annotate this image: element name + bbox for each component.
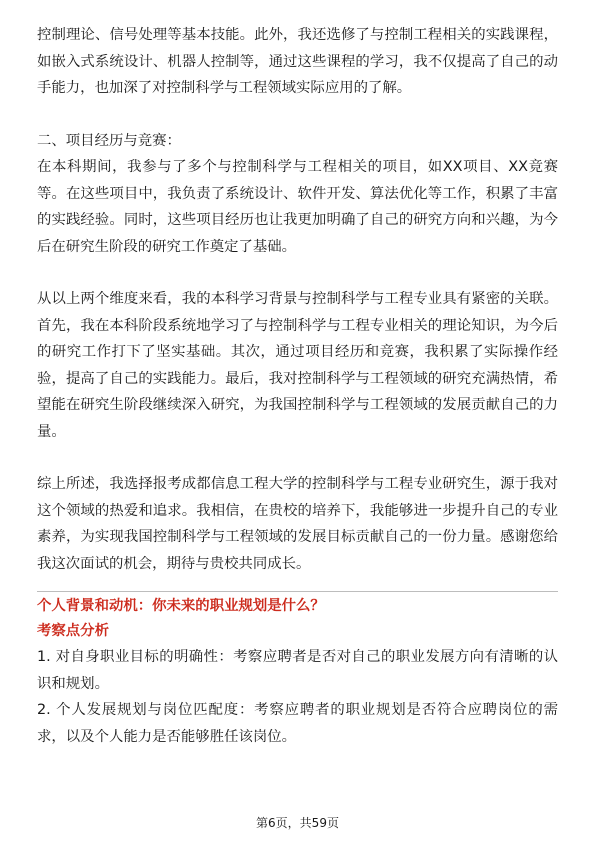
paragraph-projects: 在本科期间，我参与了多个与控制科学与工程相关的项目，如XX项目、XX竞赛等。在这些项目中，我负责了系统设计、软件开发、算法优化等工作，积累了丰富的实践经验。同时，这些项目经历也让我更加明确了自己的研究方向和兴趣，为今后在研究生阶段的研究工作奠定了基础。 — [37, 159, 558, 255]
section-divider — [37, 591, 558, 592]
paragraph-summary-relation: 从以上两个维度来看，我的本科学习背景与控制科学与工程专业具有紧密的关联。首先，我在本科阶段系统地学习了与控制科学与工程专业相关的理论知识，为今后的研究工作打下了坚实基础。其次，通过项目经历和竞赛，我积累了实际操作经验，提高了自己的实践能力。最后，我对控制科学与工程领域的研究充满热情，希望能在研究生阶段继续深入研究，为我国控制科学与工程领域的发展贡献自己的力量。 — [37, 291, 558, 440]
question-title: 个人背景和动机：你未来的职业规划是什么？ — [37, 598, 325, 614]
paragraph-spacer — [37, 445, 558, 471]
paragraph-conclusion: 综上所述，我选择报考成都信息工程大学的控制科学与工程专业研究生，源于我对这个领域的热爱和追求。我相信，在贵校的培养下，我能够进一步提升自己的专业素养，为实现我国控制科学与工程领域的发展目标贡献自己的一份力量。感谢您给我这次面试的机会，期待与贵校共同成长。 — [37, 476, 558, 572]
analysis-item-2: 2. 个人发展规划与岗位匹配度：考察应聘者的职业规划是否符合应聘岗位的需求，以及个人能力是否能够胜任该岗位。 — [37, 702, 558, 745]
paragraph-spacer — [37, 260, 558, 286]
page-number: 第6页，共59页 — [256, 816, 339, 830]
section-heading-projects: 二、项目经历与竞赛： — [37, 132, 181, 149]
paragraph-course-practice: 控制理论、信号处理等基本技能。此外，我还选修了与控制工程相关的实践课程，如嵌入式系统设计、机器人控制等，通过这些课程的学习，我不仅提高了自己的动手能力，也加深了对控制科学与工程领域实际应用的了解。 — [37, 27, 558, 96]
paragraph-spacer — [37, 102, 558, 128]
analysis-heading: 考察点分析 — [37, 623, 109, 639]
analysis-item-1: 1. 对自身职业目标的明确性：考察应聘者是否对自己的职业发展方向有清晰的认识和规划。 — [37, 649, 558, 692]
